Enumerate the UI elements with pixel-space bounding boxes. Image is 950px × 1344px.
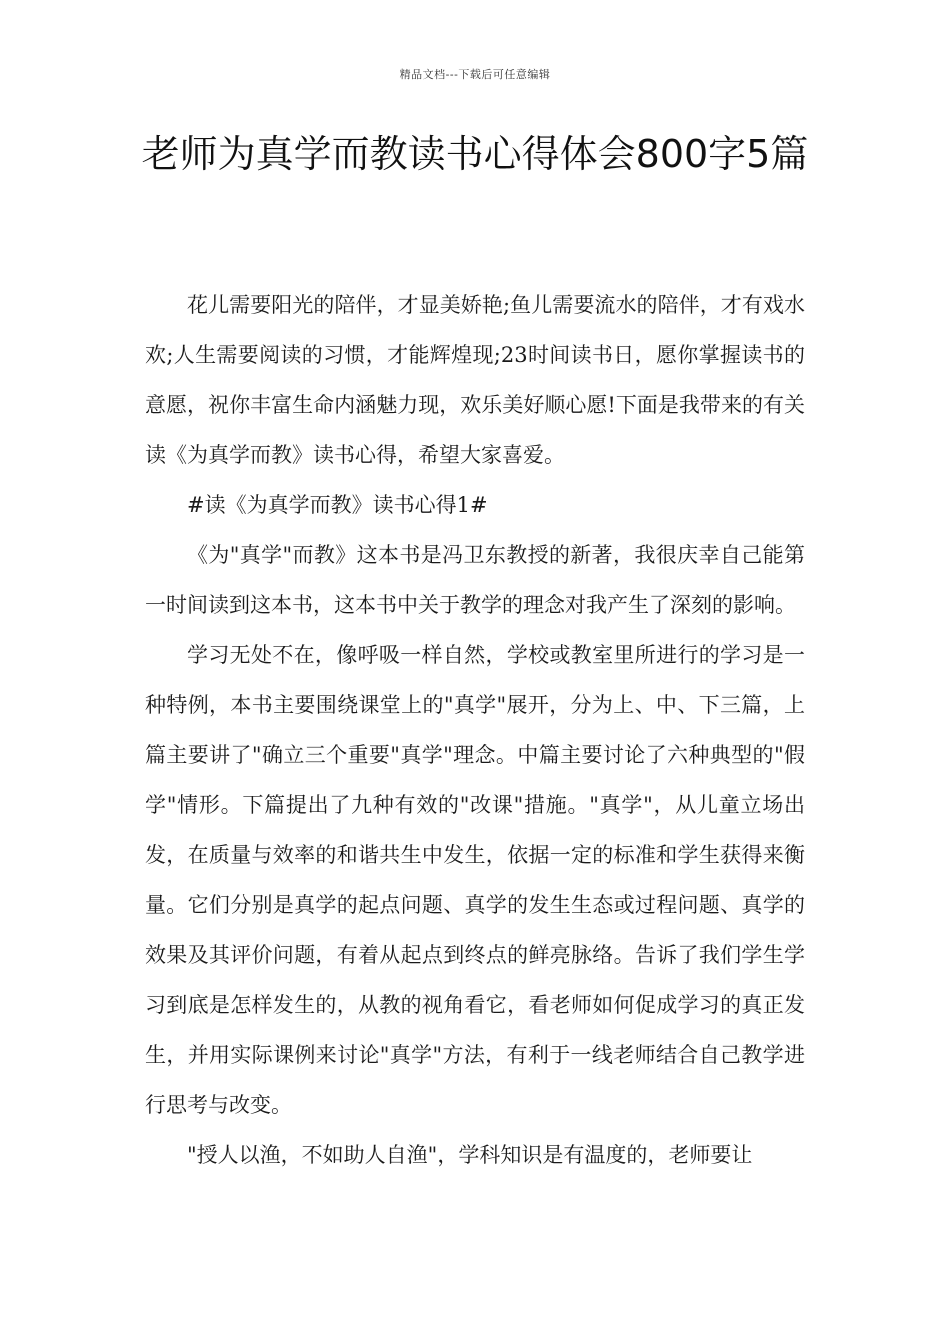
paragraph-learning: 学习无处不在，像呼吸一样自然，学校或教室里所进行的学习是一种特例，本书主要围绕课堂上的"真学"展开，分为上、中、下三篇，上篇主要讲了"确立三个重要"真学"理念。中篇主要讨论了六种典型的"假学"情形。下篇提出了九种有效的"改课"措施。"真学"，从儿童立场出发，在质量与效率的和谐共生中发生，依据一定的标准和学生获得来衡量。它们分别是真学的起点问题、真学的发生生态或过程问题、真学的效果及其评价问题，有着从起点到终点的鲜亮脉络。告诉了我们学生学习到底是怎样发生的，从教的视角看它，看老师如何促成学习的真正发生，并用实际课例来讨论"真学"方法，有利于一线老师结合自己教学进行思考与改变。 xyxy=(145,643,805,1117)
document-title: 老师为真学而教读书心得体会800字5篇 xyxy=(141,132,809,176)
document-body xyxy=(145,280,805,1180)
paragraph-book-intro: 《为"真学"而教》这本书是冯卫东教授的新著，我很庆幸自己能第一时间读到这本书，这本书中关于教学的理念对我产生了深刻的影响。 xyxy=(145,543,805,617)
paragraph-intro: 花儿需要阳光的陪伴，才显美娇艳;鱼儿需要流水的陪伴，才有戏水欢;人生需要阅读的习惯，才能辉煌现;23时间读书日，愿你掌握读书的意愿，祝你丰富生命内涵魅力现，欢乐美好顺心愿!下面是我带来的有关读《为真学而教》读书心得，希望大家喜爱。 xyxy=(145,293,805,467)
header-note: 精品文档---下载后可任意编辑 xyxy=(399,68,551,81)
paragraph-closing: "授人以渔，不如助人自渔"，学科知识是有温度的，老师要让 xyxy=(187,1143,753,1167)
section-heading: #读《为真学而教》读书心得1# xyxy=(187,493,488,517)
